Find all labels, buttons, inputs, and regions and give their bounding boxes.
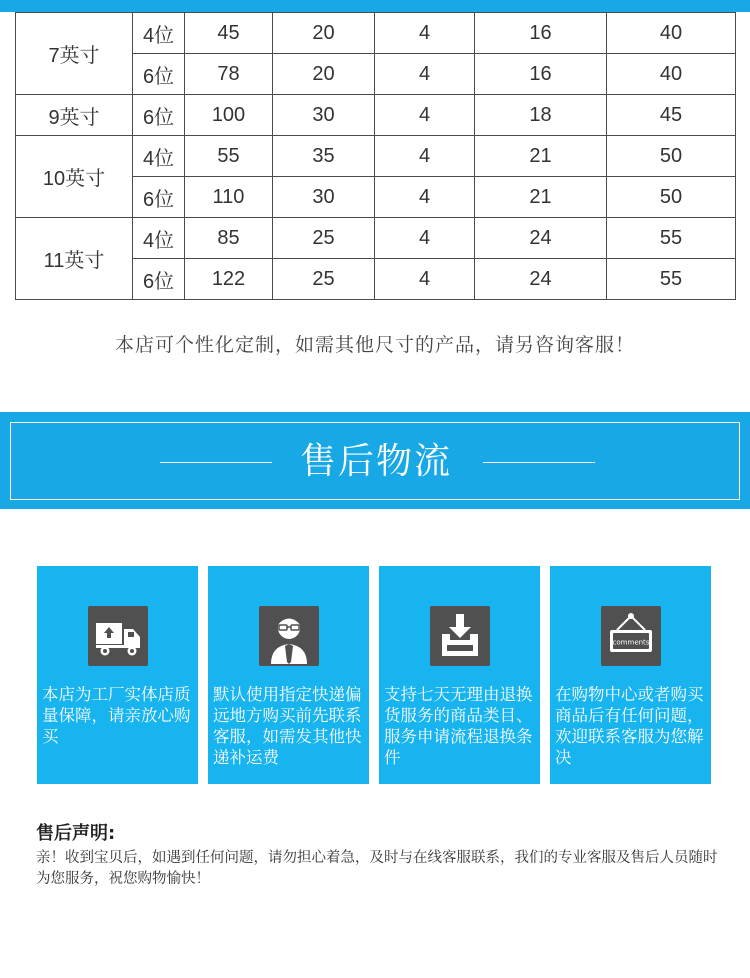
- value-cell: 55: [607, 259, 736, 300]
- customization-note: 本店可个性化定制，如需其他尺寸的产品，请另咨询客服！: [114, 334, 635, 356]
- card-text: 本店为工厂实体店质量保障，请亲放心购买: [42, 685, 191, 746]
- value-cell: 40: [607, 54, 736, 95]
- service-card-returns: [379, 566, 540, 784]
- value-cell: 21: [475, 177, 607, 218]
- table-row: [16, 218, 736, 259]
- service-card-support: [550, 566, 711, 784]
- value-cell: 24: [475, 259, 607, 300]
- banner-divider-right: [483, 462, 595, 463]
- value-cell: 50: [607, 177, 736, 218]
- value-cell: 18: [475, 95, 607, 136]
- value-cell: 24: [475, 218, 607, 259]
- value-cell: 55: [607, 218, 736, 259]
- value-cell: 55: [185, 136, 273, 177]
- table-row: [16, 13, 736, 54]
- value-cell: 20: [273, 54, 375, 95]
- value-cell: 110: [185, 177, 273, 218]
- value-cell: 20: [273, 13, 375, 54]
- value-cell: 35: [273, 136, 375, 177]
- value-cell: 30: [273, 177, 375, 218]
- after-sales-statement: 亲！收到宝贝后，如遇到任何问题，请勿担心着急，及时与在线客服联系，我们的专业客服及售后人员随时为您服务，祝您购物愉快！: [36, 850, 718, 887]
- value-cell: 21: [475, 136, 607, 177]
- value-cell: 50: [607, 136, 736, 177]
- digits-cell: 4位: [133, 13, 185, 54]
- after-sales-title: 售后声明:: [36, 823, 116, 844]
- download-tray-icon: [430, 606, 490, 666]
- size-cell: 9英寸: [16, 95, 133, 136]
- comments-sign-icon: [601, 606, 661, 666]
- value-cell: 100: [185, 95, 273, 136]
- service-person-icon: [259, 606, 319, 666]
- value-cell: 45: [185, 13, 273, 54]
- value-cell: 4: [375, 218, 475, 259]
- digits-cell: 4位: [133, 218, 185, 259]
- value-cell: 25: [273, 218, 375, 259]
- table-header-strip: [0, 0, 750, 12]
- value-cell: 4: [375, 54, 475, 95]
- card-text: 默认使用指定快递偏远地方购买前先联系客服，如需发其他快递补运费: [213, 685, 362, 767]
- section-banner: [0, 412, 750, 509]
- digits-cell: 6位: [133, 259, 185, 300]
- truck-icon: [88, 606, 148, 666]
- banner-frame: [10, 422, 740, 500]
- value-cell: 4: [375, 177, 475, 218]
- value-cell: 4: [375, 95, 475, 136]
- value-cell: 78: [185, 54, 273, 95]
- digits-cell: 4位: [133, 136, 185, 177]
- value-cell: 16: [475, 54, 607, 95]
- size-cell: 10英寸: [16, 136, 133, 218]
- digits-cell: 6位: [133, 177, 185, 218]
- value-cell: 16: [475, 13, 607, 54]
- card-text: 支持七天无理由退换货服务的商品类目、服务申请流程退换条件: [384, 685, 533, 767]
- svg-text:comments: comments: [612, 638, 649, 647]
- service-card-shipping: [208, 566, 369, 784]
- size-cell: 7英寸: [16, 13, 133, 95]
- value-cell: 40: [607, 13, 736, 54]
- table-row: [16, 136, 736, 177]
- value-cell: 122: [185, 259, 273, 300]
- size-spec-table: [15, 12, 736, 300]
- digits-cell: 6位: [133, 54, 185, 95]
- service-card-factory: [37, 566, 198, 784]
- value-cell: 30: [273, 95, 375, 136]
- value-cell: 85: [185, 218, 273, 259]
- value-cell: 4: [375, 259, 475, 300]
- value-cell: 45: [607, 95, 736, 136]
- value-cell: 4: [375, 13, 475, 54]
- size-cell: 11英寸: [16, 218, 133, 300]
- card-text: 在购物中心或者购买商品后有任何问题，欢迎联系客服为您解决: [555, 685, 704, 767]
- value-cell: 4: [375, 136, 475, 177]
- digits-cell: 6位: [133, 95, 185, 136]
- table-row: [16, 95, 736, 136]
- section-title: 售后物流: [299, 441, 452, 482]
- value-cell: 25: [273, 259, 375, 300]
